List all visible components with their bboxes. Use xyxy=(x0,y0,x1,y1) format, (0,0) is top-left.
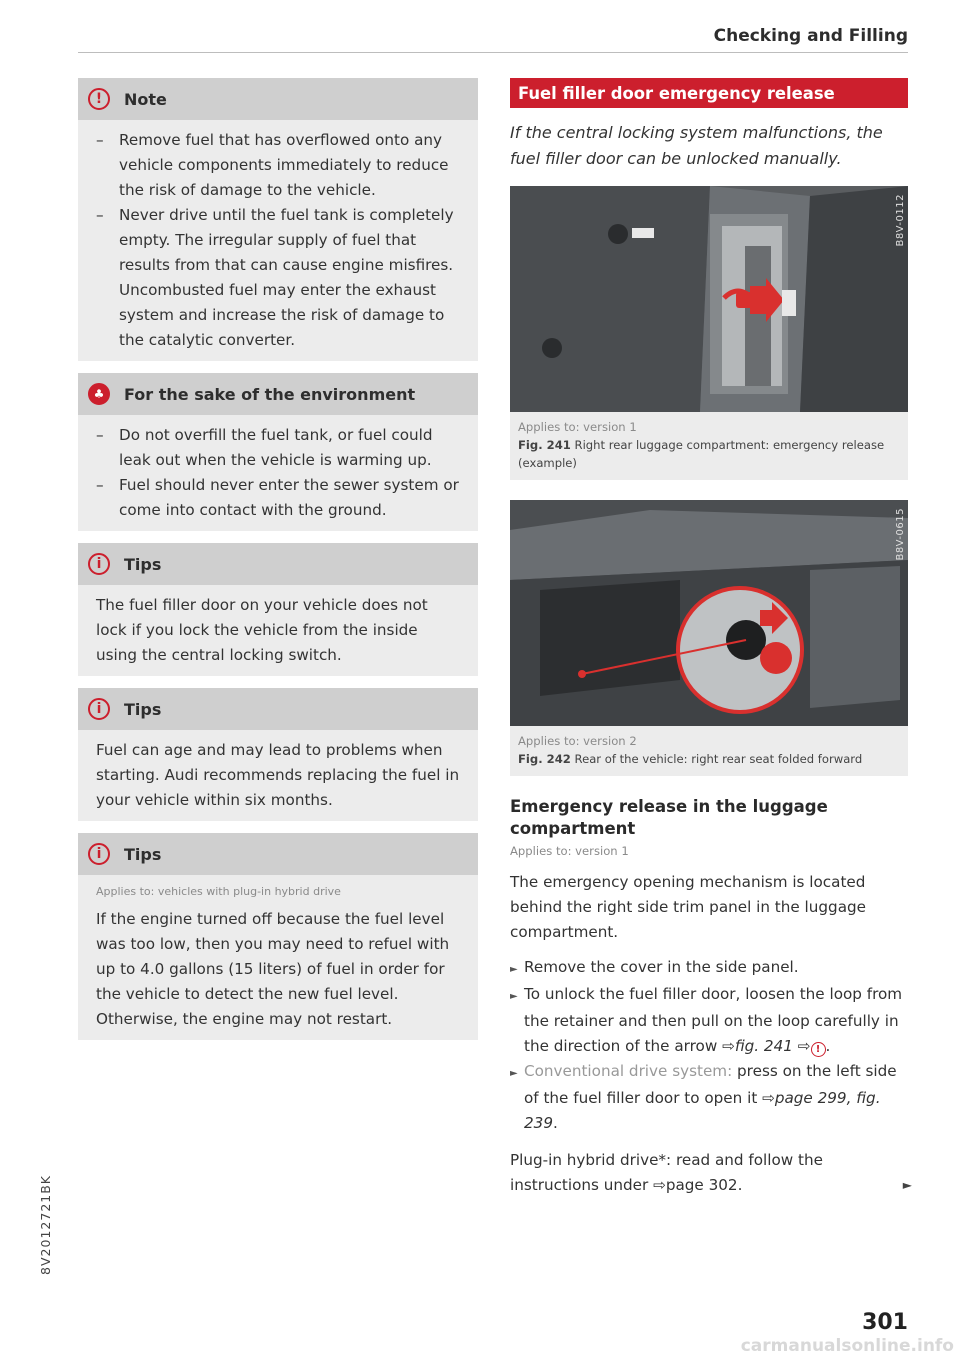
subsection-heading: Emergency release in the luggage compartment xyxy=(510,797,828,838)
tips-header xyxy=(78,833,478,875)
figure-241 xyxy=(510,186,908,480)
fig-242-caption xyxy=(510,726,908,776)
note-header xyxy=(78,78,478,120)
fig-applies: Applies to: version 1 xyxy=(518,420,637,434)
tips-box-3 xyxy=(78,833,478,1040)
tips-title: Tips xyxy=(124,699,162,719)
caution-icon[interactable]: ! xyxy=(811,1042,826,1057)
note-title: Note xyxy=(124,89,167,109)
note-item: – Remove fuel that has overflowed onto any vehicle components immediately to reduce the risk of damage to the vehicle. xyxy=(96,131,449,199)
page-number: 301 xyxy=(862,1310,908,1335)
environment-icon: ♣ xyxy=(88,383,110,405)
environment-item: – Fuel should never enter the sewer system or come into contact with the ground. xyxy=(96,476,459,519)
instruction-step: ► Conventional drive system: press on the left side of the fuel filler door to open it ⇨page 299, fig. 239. xyxy=(510,1062,897,1132)
luggage-compartment-illustration xyxy=(510,186,908,412)
tips-header xyxy=(78,543,478,585)
tips-box-1 xyxy=(78,543,478,676)
continue-arrow-icon: ► xyxy=(902,1178,912,1192)
document-code: 8V2012721BK xyxy=(38,1175,53,1275)
arrow-ref-icon: ⇨ xyxy=(762,1089,775,1107)
tips-header xyxy=(78,688,478,730)
tips-box-2 xyxy=(78,688,478,821)
section-header: Checking and Filling xyxy=(713,26,908,46)
paragraph: Plug-in hybrid drive*: read and follow the instructions under ⇨page 302. xyxy=(510,1151,823,1194)
fig-241-image xyxy=(510,186,908,412)
left-column xyxy=(78,78,478,1052)
environment-item: – Do not overfill the fuel tank, or fuel could leak out when the vehicle is warming up. xyxy=(96,426,433,469)
environment-body xyxy=(78,415,478,523)
environment-header xyxy=(78,373,478,415)
environment-title: For the sake of the environment xyxy=(124,384,416,404)
info-icon: i xyxy=(88,698,110,720)
note-box xyxy=(78,78,478,361)
page-link[interactable]: page 302 xyxy=(665,1176,738,1194)
header-rule xyxy=(78,52,908,53)
intro-text: If the central locking system malfunctions, the fuel filler door can be unlocked manually. xyxy=(510,123,883,168)
caution-icon: ! xyxy=(88,88,110,110)
fig-applies: Applies to: version 2 xyxy=(518,734,637,748)
instruction-step: ► To unlock the fuel filler door, loosen the loop from the retainer and then pull on the loop carefully in the direction of the arrow ⇨fig. 241 ⇨ ! . xyxy=(510,985,903,1055)
fig-242-image xyxy=(510,500,908,726)
fig-241-caption xyxy=(510,412,908,480)
tips-text: If the engine turned off because the fuel level was too low, then you may need to refuel with up to 4.0 gallons (15 liters) of fuel in order for the vehicle to detect the new fuel level. Otherwise, the engine may not restart. xyxy=(96,910,450,1028)
page-link[interactable]: page 299, fig. 239 xyxy=(524,1089,881,1132)
arrow-ref-icon: ⇨ xyxy=(722,1037,735,1055)
tips-title: Tips xyxy=(124,844,162,864)
watermark: carmanualsonline.info xyxy=(740,1336,954,1356)
section-title: Fuel filler door emergency release xyxy=(510,78,908,108)
fig-caption-text: Fig. 242 Rear of the vehicle: right rear seat folded forward xyxy=(518,752,863,766)
note-body xyxy=(78,120,478,353)
figure-code: B8V-0615 xyxy=(895,508,906,561)
info-icon: i xyxy=(88,843,110,865)
tips-body: Fuel can age and may lead to problems when starting. Audi recommends replacing the fuel in your vehicle within six months. xyxy=(96,741,460,809)
fig-caption-text: Fig. 241 Right rear luggage compartment: emergency release (example) xyxy=(518,438,885,470)
tips-applies: Applies to: vehicles with plug-in hybrid drive xyxy=(96,885,341,898)
subsection-applies: Applies to: version 1 xyxy=(510,844,629,858)
rear-seat-illustration xyxy=(510,500,908,726)
tips-title: Tips xyxy=(124,554,162,574)
arrow-ref-icon: ⇨ xyxy=(797,1037,811,1055)
info-icon: i xyxy=(88,553,110,575)
tips-body: The fuel filler door on your vehicle does not lock if you lock the vehicle from the inside using the central locking switch. xyxy=(96,596,428,664)
figure-242 xyxy=(510,500,908,776)
tips-body xyxy=(78,875,478,1032)
arrow-ref-icon: ⇨ xyxy=(653,1176,666,1194)
figure-link[interactable]: fig. 241 xyxy=(734,1037,793,1055)
figure-code: B8V-0112 xyxy=(895,194,906,247)
right-column xyxy=(510,78,908,1208)
instruction-step: ► Remove the cover in the side panel. xyxy=(510,958,799,976)
environment-box xyxy=(78,373,478,531)
paragraph: The emergency opening mechanism is located behind the right side trim panel in the luggage compartment. xyxy=(510,873,866,941)
note-item: – Never drive until the fuel tank is completely empty. The irregular supply of fuel that results from that can cause engine misfires. Uncombusted fuel may enter the exhaust system and increase the risk of damage to the catalytic converter. xyxy=(96,206,454,349)
